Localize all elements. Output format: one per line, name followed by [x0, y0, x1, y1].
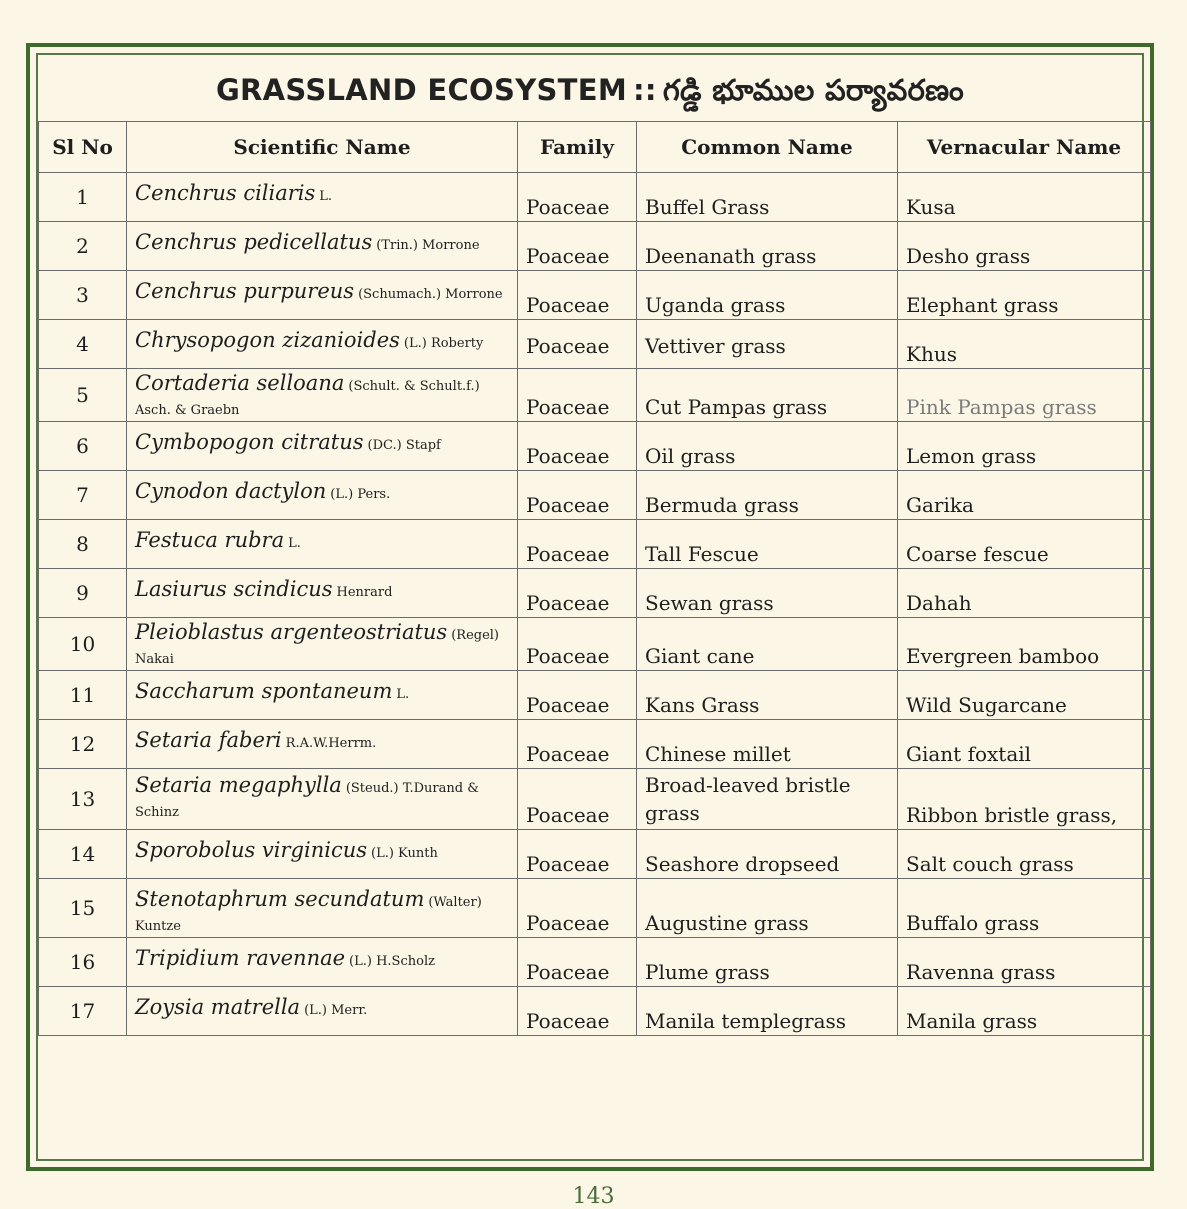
- species-name: Festuca rubra: [135, 528, 285, 552]
- vernacular-name-cell: Salt couch grass: [898, 830, 1151, 879]
- vernacular-name-cell: Dahah: [898, 569, 1151, 618]
- table-header-row: [39, 122, 1151, 173]
- table-row: [39, 769, 1151, 830]
- sl-no-cell: 4: [39, 320, 127, 369]
- species-author: (L.) Roberty: [403, 336, 484, 351]
- scientific-name-cell: [127, 271, 518, 320]
- common-name-cell: Cut Pampas grass: [637, 369, 898, 422]
- species-name: Cortaderia selloana: [135, 371, 345, 395]
- species-name: Cymbopogon citratus: [135, 430, 364, 454]
- page-title: [38, 73, 1142, 115]
- scientific-name-cell: [127, 471, 518, 520]
- header-common-name: Common Name: [637, 122, 898, 173]
- species-author: (Schumach.) Morrone: [358, 287, 503, 302]
- species-name: Saccharum spontaneum: [135, 679, 393, 703]
- sl-no-cell: 5: [39, 369, 127, 422]
- vernacular-name-cell: Elephant grass: [898, 271, 1151, 320]
- table-row: [39, 830, 1151, 879]
- common-name-cell: Chinese millet: [637, 720, 898, 769]
- table-row: [39, 222, 1151, 271]
- family-cell: Poaceae: [518, 369, 637, 422]
- family-cell: Poaceae: [518, 520, 637, 569]
- species-author: Henrard: [336, 585, 393, 600]
- grassland-species-table: [38, 121, 1151, 1036]
- common-name-cell: Tall Fescue: [637, 520, 898, 569]
- species-name: Cenchrus ciliaris: [135, 181, 316, 205]
- family-cell: Poaceae: [518, 720, 637, 769]
- family-cell: Poaceae: [518, 320, 637, 369]
- common-name-cell: Giant cane: [637, 618, 898, 671]
- species-name: Tripidium ravennae: [135, 946, 346, 970]
- header-family: Family: [518, 122, 637, 173]
- vernacular-name-cell: Desho grass: [898, 222, 1151, 271]
- table-row: [39, 671, 1151, 720]
- family-cell: Poaceae: [518, 422, 637, 471]
- scientific-name-cell: [127, 671, 518, 720]
- sl-no-cell: 11: [39, 671, 127, 720]
- common-name-cell: Kans Grass: [637, 671, 898, 720]
- species-author: (Steud.) T.Durand & Schinz: [135, 781, 479, 820]
- title-english: GRASSLAND ECOSYSTEM: [215, 73, 628, 107]
- family-cell: Poaceae: [518, 987, 637, 1036]
- species-author: L.: [396, 687, 410, 702]
- common-name-cell: Augustine grass: [637, 879, 898, 938]
- table-row: [39, 369, 1151, 422]
- page-number: 143: [572, 1184, 615, 1209]
- species-author: L.: [319, 189, 333, 204]
- scientific-name-cell: [127, 987, 518, 1036]
- sl-no-cell: 1: [39, 173, 127, 222]
- species-name: Cynodon dactylon: [135, 479, 327, 503]
- common-name-cell: Plume grass: [637, 938, 898, 987]
- table-row: [39, 569, 1151, 618]
- sl-no-cell: 17: [39, 987, 127, 1036]
- family-cell: Poaceae: [518, 271, 637, 320]
- common-name-cell: Oil grass: [637, 422, 898, 471]
- sl-no-cell: 14: [39, 830, 127, 879]
- common-name-cell: Sewan grass: [637, 569, 898, 618]
- vernacular-name-cell: Lemon grass: [898, 422, 1151, 471]
- species-name: Setaria faberi: [135, 728, 282, 752]
- sl-no-cell: 3: [39, 271, 127, 320]
- species-author: R.A.W.Herrm.: [285, 736, 377, 751]
- species-name: Sporobolus virginicus: [135, 838, 368, 862]
- scientific-name-cell: [127, 369, 518, 422]
- scientific-name-cell: [127, 173, 518, 222]
- table-row: [39, 520, 1151, 569]
- vernacular-name-cell: Manila grass: [898, 987, 1151, 1036]
- common-name-cell: Seashore dropseed: [637, 830, 898, 879]
- species-author: (Walter) Kuntze: [135, 895, 482, 934]
- vernacular-name-cell: Garika: [898, 471, 1151, 520]
- vernacular-name-cell: Ribbon bristle grass,: [898, 769, 1151, 830]
- sl-no-cell: 2: [39, 222, 127, 271]
- common-name-cell: Uganda grass: [637, 271, 898, 320]
- sl-no-cell: 8: [39, 520, 127, 569]
- scientific-name-cell: [127, 520, 518, 569]
- species-name: Cenchrus pedicellatus: [135, 230, 373, 254]
- family-cell: Poaceae: [518, 671, 637, 720]
- table-row: [39, 879, 1151, 938]
- common-name-cell: Deenanath grass: [637, 222, 898, 271]
- species-name: Pleioblastus argenteostriatus: [135, 620, 448, 644]
- family-cell: Poaceae: [518, 173, 637, 222]
- vernacular-name-cell: Kusa: [898, 173, 1151, 222]
- species-author: (DC.) Stapf: [367, 438, 441, 453]
- table-row: [39, 938, 1151, 987]
- vernacular-name-cell: Buffalo grass: [898, 879, 1151, 938]
- sl-no-cell: 15: [39, 879, 127, 938]
- table-row: [39, 471, 1151, 520]
- vernacular-name-cell: Giant foxtail: [898, 720, 1151, 769]
- table-row: [39, 173, 1151, 222]
- common-name-cell: Buffel Grass: [637, 173, 898, 222]
- table-row: [39, 422, 1151, 471]
- title-separator: ::: [633, 73, 657, 107]
- title-telugu: గడ్డి భూముల పర్యావరణం: [662, 73, 965, 107]
- species-name: Setaria megaphylla: [135, 773, 342, 797]
- species-name: Lasiurus scindicus: [135, 577, 333, 601]
- sl-no-cell: 6: [39, 422, 127, 471]
- species-author: L.: [288, 536, 301, 551]
- family-cell: Poaceae: [518, 769, 637, 830]
- vernacular-name-cell: Evergreen bamboo: [898, 618, 1151, 671]
- sl-no-cell: 9: [39, 569, 127, 618]
- table-row: [39, 320, 1151, 369]
- scientific-name-cell: [127, 879, 518, 938]
- species-author: (L.) Merr.: [304, 1003, 368, 1018]
- family-cell: Poaceae: [518, 222, 637, 271]
- page-inner-border: [36, 53, 1144, 1161]
- header-scientific-name: Scientific Name: [127, 122, 518, 173]
- scientific-name-cell: [127, 618, 518, 671]
- species-name: Chrysopogon zizanioides: [135, 328, 400, 352]
- species-author: (L.) Pers.: [330, 487, 391, 502]
- scientific-name-cell: [127, 769, 518, 830]
- page-border: [26, 43, 1154, 1171]
- species-name: Zoysia matrella: [135, 995, 301, 1019]
- family-cell: Poaceae: [518, 569, 637, 618]
- family-cell: Poaceae: [518, 938, 637, 987]
- species-author: (Schult. & Schult.f.) Asch. & Graebn: [135, 379, 480, 418]
- table-row: [39, 271, 1151, 320]
- sl-no-cell: 10: [39, 618, 127, 671]
- table-row: [39, 987, 1151, 1036]
- vernacular-name-cell: Wild Sugarcane: [898, 671, 1151, 720]
- species-name: Stenotaphrum secundatum: [135, 887, 425, 911]
- species-author: (L.) H.Scholz: [349, 954, 435, 969]
- scientific-name-cell: [127, 938, 518, 987]
- species-author: (Trin.) Morrone: [376, 238, 480, 253]
- header-vernacular-name: Vernacular Name: [898, 122, 1151, 173]
- species-name: Cenchrus purpureus: [135, 279, 355, 303]
- scientific-name-cell: [127, 830, 518, 879]
- common-name-cell: Vettiver grass: [637, 320, 898, 369]
- table-row: [39, 720, 1151, 769]
- family-cell: Poaceae: [518, 830, 637, 879]
- vernacular-name-cell: Ravenna grass: [898, 938, 1151, 987]
- scientific-name-cell: [127, 222, 518, 271]
- scientific-name-cell: [127, 320, 518, 369]
- family-cell: Poaceae: [518, 618, 637, 671]
- sl-no-cell: 12: [39, 720, 127, 769]
- vernacular-name-cell: Khus: [898, 320, 1151, 369]
- common-name-cell: Bermuda grass: [637, 471, 898, 520]
- family-cell: Poaceae: [518, 471, 637, 520]
- species-author: (Regel) Nakai: [135, 628, 500, 667]
- scientific-name-cell: [127, 422, 518, 471]
- common-name-cell: Broad-leaved bristle grass: [637, 769, 898, 830]
- vernacular-name-cell: Coarse fescue: [898, 520, 1151, 569]
- species-author: (L.) Kunth: [371, 846, 438, 861]
- common-name-cell: Manila templegrass: [637, 987, 898, 1036]
- scientific-name-cell: [127, 569, 518, 618]
- header-sl-no: Sl No: [39, 122, 127, 173]
- sl-no-cell: 16: [39, 938, 127, 987]
- scientific-name-cell: [127, 720, 518, 769]
- family-cell: Poaceae: [518, 879, 637, 938]
- sl-no-cell: 13: [39, 769, 127, 830]
- table-row: [39, 618, 1151, 671]
- sl-no-cell: 7: [39, 471, 127, 520]
- vernacular-name-cell: Pink Pampas grass: [898, 369, 1151, 422]
